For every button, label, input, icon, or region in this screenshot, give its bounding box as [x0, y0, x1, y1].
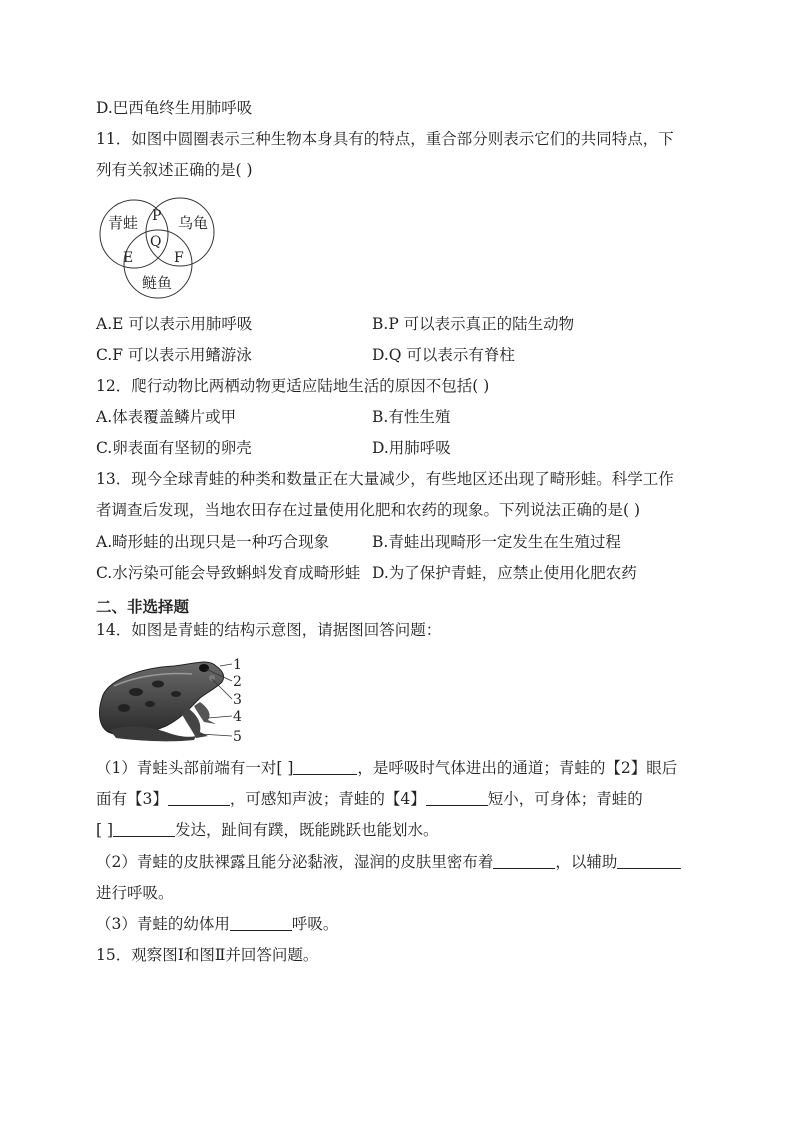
q14-text: ，是呼吸时气体进出的通道；青蛙的【2】眼后 — [357, 759, 678, 777]
frog-structure-diagram — [96, 652, 256, 744]
frog-illustration — [100, 662, 224, 741]
q11-option-b: B.P 可以表示真正的陆生动物 — [372, 315, 575, 333]
answer-blank[interactable] — [168, 791, 230, 806]
q14-text: 短小，可身体；青蛙的 — [487, 790, 643, 808]
q14-text: 面有【3】 — [96, 790, 168, 808]
q11-option-c: C.F 可以表示用鳍游泳 — [96, 346, 252, 364]
venn-region-f: F — [174, 250, 184, 266]
q14-text: ，以辅助 — [555, 853, 618, 871]
q13-stem-line1: 13．现今全球青蛙的种类和数量正在大量减少，有些地区还出现了畸形蛙。科学工作 — [96, 470, 674, 488]
frog-label-1: 1 — [233, 657, 242, 673]
section-heading-nonchoice: 二、非选择题 — [96, 598, 190, 616]
q14-text: ，可感知声波；青蛙的【4】 — [229, 790, 426, 808]
q11-stem-line2: 列有关叙述正确的是( ) — [96, 161, 253, 179]
venn-label-fish: 鲢鱼 — [142, 274, 173, 292]
q13-option-a: A.畸形蛙的出现只是一种巧合现象 — [96, 533, 330, 551]
q14-part3 — [96, 914, 338, 934]
q14-part2-line2: 进行呼吸。 — [96, 884, 174, 902]
q14-part1-line3 — [96, 820, 439, 840]
venn-region-q: Q — [150, 234, 162, 250]
q14-part1-line1 — [96, 758, 677, 778]
q12-stem: 12．爬行动物比两栖动物更适应陆地生活的原因不包括( ) — [96, 377, 490, 395]
q14-part2-line1 — [96, 852, 681, 872]
q13-option-d: D.为了保护青蛙，应禁止使用化肥农药 — [372, 564, 637, 582]
frog-label-4: 4 — [233, 709, 242, 725]
frog-label-3: 3 — [233, 692, 242, 708]
venn-label-turtle: 乌龟 — [178, 214, 209, 232]
q14-stem: 14．如图是青蛙的结构示意图，请据图回答问题： — [96, 621, 442, 639]
q10-option-d: D.巴西龟终生用肺呼吸 — [96, 99, 253, 117]
q14-text: （1）青蛙头部前端有一对[ ] — [96, 759, 294, 777]
q12-option-a: A.体表覆盖鳞片或甲 — [96, 408, 237, 426]
venn-region-e: E — [123, 250, 134, 266]
venn-region-p: P — [152, 208, 162, 224]
q14-text: （3）青蛙的幼体用 — [96, 915, 230, 933]
venn-label-frog: 青蛙 — [108, 214, 139, 232]
frog-label-5: 5 — [233, 729, 242, 744]
q14-text: [ ] — [96, 821, 114, 839]
q14-text: 呼吸。 — [291, 915, 339, 933]
q14-text: （2）青蛙的皮肤裸露且能分泌黏液，湿润的皮肤里密布着 — [96, 853, 494, 871]
q13-option-c: C.水污染可能会导致蝌蚪发育成畸形蛙 — [96, 564, 361, 582]
q13-option-b: B.青蛙出现畸形一定发生在生殖过程 — [372, 533, 621, 551]
q15-stem: 15．观察图Ⅰ和图Ⅱ并回答问题。 — [96, 946, 319, 964]
q11-stem-line1: 11．如图中圆圈表示三种生物本身具有的特点，重合部分则表示它们的共同特点，下 — [96, 130, 674, 148]
q11-option-d: D.Q 可以表示有脊柱 — [372, 346, 515, 364]
q12-option-c: C.卵表面有坚韧的卵壳 — [96, 439, 252, 457]
answer-blank[interactable] — [113, 822, 175, 837]
answer-blank[interactable] — [493, 854, 555, 869]
q11-option-a: A.E 可以表示用肺呼吸 — [96, 315, 253, 333]
answer-blank[interactable] — [230, 916, 292, 931]
q12-option-d: D.用肺呼吸 — [372, 439, 451, 457]
answer-blank[interactable] — [617, 854, 681, 869]
q14-text: 发达，趾间有蹼，既能跳跃也能划水。 — [175, 821, 439, 839]
q12-option-b: B.有性生殖 — [372, 408, 451, 426]
q14-part1-line2 — [96, 789, 643, 809]
answer-blank[interactable] — [426, 791, 488, 806]
q13-stem-line2: 者调查后发现，当地农田存在过量使用化肥和农药的现象。下列说法正确的是( ) — [96, 501, 641, 519]
answer-blank[interactable] — [293, 760, 357, 775]
venn-diagram — [98, 196, 220, 300]
frog-label-2: 2 — [233, 674, 242, 690]
